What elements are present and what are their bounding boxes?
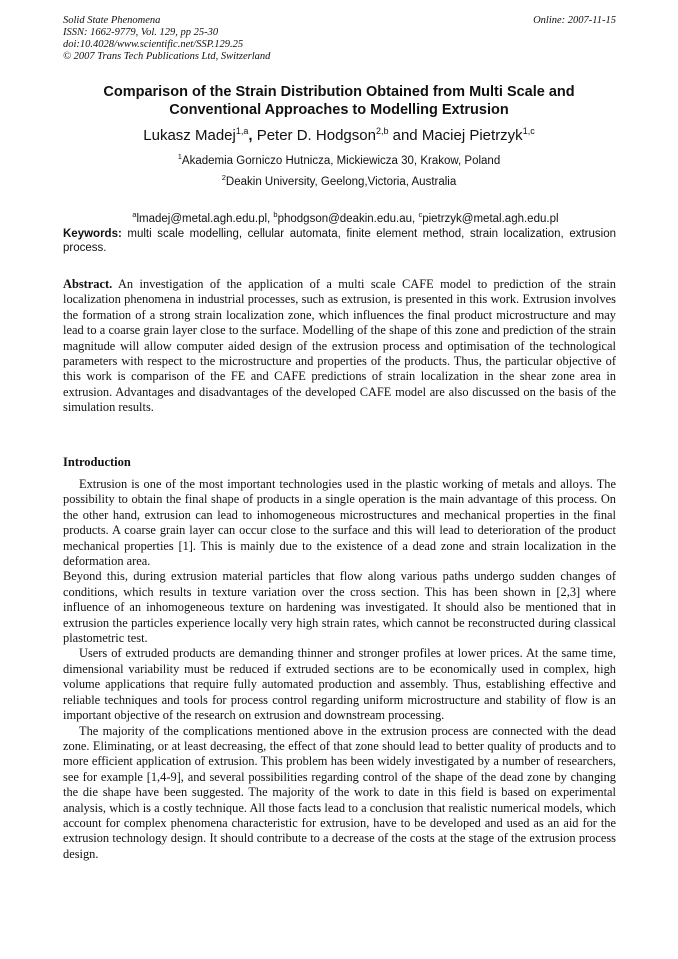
author-name: Maciej Pietrzyk (421, 127, 523, 144)
author-list (0, 122, 678, 145)
affiliation-mark: 2 (221, 173, 226, 182)
affiliation-text: Akademia Gorniczo Hutnicza, Mickiewicza 30, Krakow, Poland (181, 154, 501, 167)
affiliation-text: Deakin University, Geelong,Victoria, Australia (225, 175, 457, 188)
keywords-label: Keywords: (63, 228, 122, 240)
title-line-1: Comparison of the Strain Distribution Obtained from Multi Scale and (103, 84, 575, 100)
author-separator: , (248, 127, 257, 144)
email-link[interactable]: pietrzyk@metal.agh.edu.pl (422, 212, 559, 225)
affiliation-1 (0, 150, 678, 168)
author-name: Peter D. Hodgson (256, 127, 376, 144)
keywords-block (63, 227, 616, 255)
keywords-text: multi scale modelling, cellular automata, finite element method, strain localization, extrusion process. (63, 228, 616, 254)
journal-name: Solid State Phenomena (63, 15, 161, 26)
online-date: Online: 2007-11-15 (533, 15, 616, 26)
paragraph: Beyond this, during extrusion material particles that flow along various paths undergo sudden changes of conditions, which results in texture variation over the cross section. This has been shown in [2,3] where influence of an inhomogeneous texture on hardening was investigated. It should also be mentioned that in extrusion the particles experience locally very high strain rates, which cannot be reconstructed during classical plastometric test. (63, 569, 616, 646)
paragraph: Users of extruded products are demanding thinner and stronger profiles at lower prices. At the same time, dimensional variability must be reduced if extruded sections are to be economically used in complex, high volume applications that require fully automated production and assembly. Thus, establishing effective and reliable techniques and tools for process control regarding uniform microstructure and stability of flow is an important objective of the research on extrusion and downstream processing. (63, 646, 616, 723)
doi-line: doi:10.4028/www.scientific.net/SSP.129.25 (63, 39, 244, 50)
author-affiliation-mark: 1,a (235, 126, 249, 136)
abstract-block (63, 277, 616, 416)
author-affiliation-mark: 1,c (522, 126, 535, 136)
email-mark: b (273, 210, 278, 219)
running-header (63, 15, 616, 63)
abstract-text: An investigation of the application of a multi scale CAFE model to prediction of the strain localization phenomena in industrial processes, such as extrusion, is presented in this work. Extrusion involves the formation of a strong strain localization zone, which influences the final product microstructure and may lead to a coarse grain layer close to the surface. Modelling of the shape of this zone and prediction of the strain magnitude will allow computer aided design of the extrusion process and optimisation of the technological parameters with respect to the microstructure and properties of the products. Thus, the particular objective of this work is comparison of the FE and CAFE predictions of strain localization in the shear zone area in extrusion. Advantages and disadvantages of the developed CAFE model are also discussed on the basis of the simulation results. (63, 277, 616, 415)
email-mark: a (132, 210, 137, 219)
author-separator: and (388, 127, 422, 144)
paragraph: Extrusion is one of the most important technologies used in the plastic working of metals and alloys. The possibility to obtain the final shape of products in a single operation is the main advantage of this process. On the other hand, extrusion can lead to inhomogeneous microstructures and mechanical properties in the final products. A coarse grain layer can occur close to the surface and this will lead to deterioration of the product mechanical properties [1]. This is mainly due to the existence of a dead zone and strain localization in the deformation area. (63, 477, 616, 569)
title-line-2: Conventional Approaches to Modelling Extrusion (169, 102, 509, 118)
author-affiliation-mark: 2,b (375, 126, 389, 136)
paper-title (40, 83, 638, 119)
affiliation-2 (0, 171, 678, 189)
email-mark: c (418, 210, 423, 219)
issn-line: ISSN: 1662-9779, Vol. 129, pp 25-30 (63, 27, 219, 38)
section-heading-introduction: Introduction (63, 455, 131, 469)
affiliation-mark: 1 (177, 152, 182, 161)
author-name: Lukasz Madej (143, 127, 236, 144)
abstract-label: Abstract. (63, 277, 113, 291)
email-link[interactable]: phodgson@deakin.edu.au, (277, 212, 419, 225)
copyright-line: © 2007 Trans Tech Publications Ltd, Switzerland (63, 51, 271, 62)
email-link[interactable]: lmadej@metal.agh.edu.pl, (136, 212, 274, 225)
paragraph: The majority of the complications mentioned above in the extrusion process are connected with the dead zone. Eliminating, or at least decreasing, the effect of that zone should lead to better quality of products and to more efficient application of extrusion. This problem has been widely investigated by a number of researchers, see for example [1,4-9], and several possibilities regarding control of the shape of the dead zone by changing the die shape have been suggested. The majority of the work to date in this field is based on experimental analysis, which is a costly technique. All those facts lead to a conclusion that realistic numerical models, which account for complex phenomena characteristic for extrusion, have to be developed and used as an aid for the extrusion technology design. It should contribute to a decrease of the costs at the stage of the extrusion process design. (63, 723, 616, 861)
introduction-body (63, 477, 616, 862)
